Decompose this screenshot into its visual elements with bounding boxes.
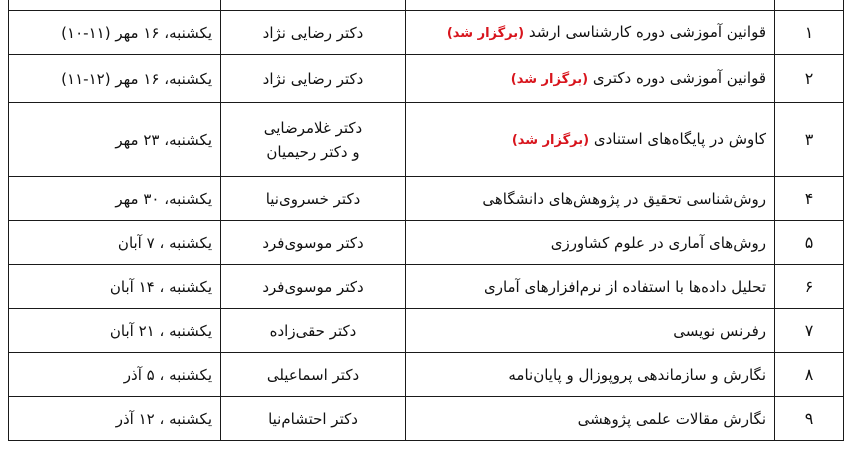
table-row: [9, 0, 844, 11]
table-row: [9, 103, 844, 177]
row-number-cell: [775, 265, 844, 309]
table-row: [9, 177, 844, 221]
workshop-title-cell: [406, 353, 775, 397]
table-row: [9, 11, 844, 55]
workshop-title-cell: [406, 103, 775, 177]
session-date: یکشنبه ، ۵ آذر: [123, 365, 212, 384]
session-date-cell: [9, 55, 221, 103]
workshop-title: تحلیل داده‌ها با استفاده از نرم‌افزارهای آماری: [483, 277, 766, 296]
workshop-title-cell: [406, 397, 775, 441]
workshop-title: روش‌های آماری در علوم کشاورزی: [550, 233, 766, 252]
workshop-title: قوانین آموزشی دوره دکتری: [592, 68, 766, 87]
workshop-title-cell: [406, 265, 775, 309]
workshop-title: رفرنس نویسی: [673, 321, 766, 340]
instructor-cell: [221, 353, 406, 397]
status-badge: (برگزار شد): [510, 71, 589, 87]
session-date: یکشنبه، ۳۰ مهر: [115, 189, 212, 208]
row-number: ۸: [804, 364, 814, 384]
row-number: ۶: [804, 276, 814, 296]
row-number-cell: [775, 177, 844, 221]
table-row: [9, 353, 844, 397]
session-date-cell: [9, 103, 221, 177]
status-badge: (برگزار شد): [446, 25, 525, 41]
instructor-name: دکتر خسروی‌نیا: [265, 189, 361, 208]
table-row: [9, 55, 844, 103]
table-row: [9, 221, 844, 265]
instructor-name: دکتر رضایی نژاد: [262, 23, 364, 42]
instructor-cell: [221, 0, 406, 11]
session-date-cell: [9, 0, 221, 11]
instructor-cell: [221, 309, 406, 353]
session-date: یکشنبه ، ۷ آبان: [117, 233, 212, 252]
session-date-cell: [9, 221, 221, 265]
session-date: یکشنبه ، ۱۲ آذر: [115, 409, 212, 428]
session-date-cell: [9, 309, 221, 353]
session-date: یکشنبه ، ۱۴ آبان: [109, 277, 212, 296]
workshop-title-cell: [406, 55, 775, 103]
workshop-title-cell: [406, 177, 775, 221]
workshop-title: قوانین آموزشی دوره کارشناسی ارشد: [528, 22, 766, 41]
instructor-name: و دکتر رحیمیان: [266, 142, 360, 161]
workshop-title-cell: [406, 0, 775, 11]
instructor-cell: [221, 177, 406, 221]
instructor-name: دکتر موسوی‌فرد: [262, 233, 364, 252]
row-number-cell: [775, 0, 844, 11]
session-date-cell: [9, 177, 221, 221]
workshop-title: روش‌شناسی تحقیق در پژوهش‌های دانشگاهی: [482, 189, 766, 208]
instructor-name: دکتر رضایی نژاد: [262, 69, 364, 88]
table-row: [9, 265, 844, 309]
instructor-name: دکتر احتشام‌نیا: [268, 409, 358, 428]
workshop-schedule-table: [8, 0, 844, 441]
schedule-rows: [9, 0, 844, 441]
table-row: [9, 397, 844, 441]
status-badge: (برگزار شد): [511, 132, 590, 148]
session-date: یکشنبه، ۲۳ مهر: [115, 130, 212, 149]
workshop-title: نگارش مقالات علمی پژوهشی: [577, 409, 766, 428]
row-number-cell: [775, 309, 844, 353]
workshop-title-cell: [406, 11, 775, 55]
instructor-name: دکتر اسماعیلی: [266, 365, 360, 384]
instructor-cell: [221, 55, 406, 103]
instructor-name: دکتر غلامرضایی: [263, 118, 363, 137]
instructor-cell: [221, 265, 406, 309]
session-date-cell: [9, 11, 221, 55]
instructor-cell: [221, 397, 406, 441]
row-number: ۳: [804, 129, 814, 149]
row-number-cell: [775, 11, 844, 55]
row-number-cell: [775, 55, 844, 103]
row-number-cell: [775, 221, 844, 265]
row-number: ۹: [804, 408, 814, 428]
workshop-title-cell: [406, 309, 775, 353]
session-date-cell: [9, 265, 221, 309]
row-number: ۲: [804, 68, 814, 88]
workshop-title: کاوش در پایگاه‌های استنادی: [593, 129, 766, 148]
workshop-title: نگارش و سازماندهی پروپوزال و پایان‌نامه: [508, 365, 766, 384]
table-row: [9, 309, 844, 353]
row-number: ۱: [804, 22, 814, 42]
session-date: یکشنبه ، ۲۱ آبان: [109, 321, 212, 340]
instructor-name: دکتر موسوی‌فرد: [262, 277, 364, 296]
row-number-cell: [775, 397, 844, 441]
session-date-cell: [9, 397, 221, 441]
row-number-cell: [775, 103, 844, 177]
row-number: ۴: [804, 188, 814, 208]
session-date: یکشنبه، ۱۶ مهر (۱۲-۱۱): [61, 69, 212, 88]
instructor-cell: [221, 221, 406, 265]
row-number: ۵: [804, 232, 814, 252]
row-number: ۷: [804, 320, 814, 340]
row-number-cell: [775, 353, 844, 397]
session-date-cell: [9, 353, 221, 397]
workshop-title-cell: [406, 221, 775, 265]
session-date: یکشنبه، ۱۶ مهر (۱۱-۱۰): [61, 23, 212, 42]
instructor-name: دکتر حقی‌زاده: [269, 321, 357, 340]
instructor-cell: [221, 103, 406, 177]
instructor-cell: [221, 11, 406, 55]
